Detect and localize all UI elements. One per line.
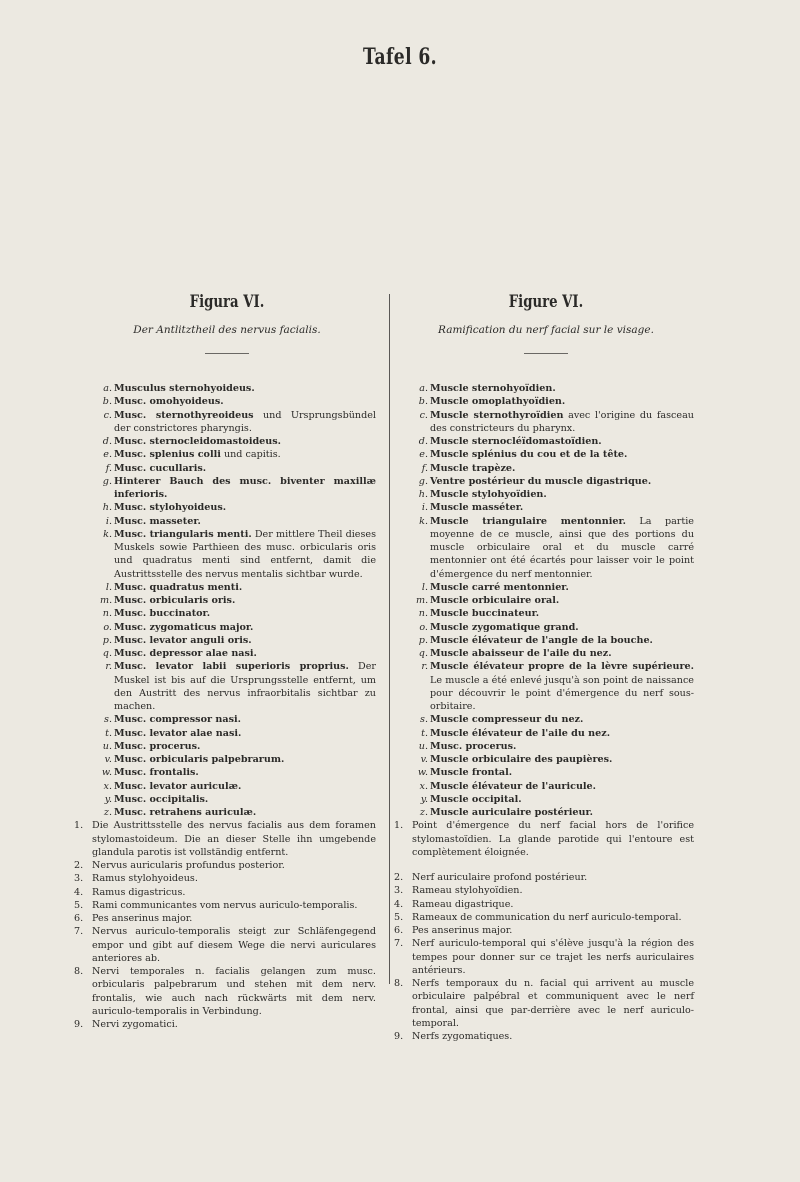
legend-description: und Ursprungsbündel der constrictores pharyngis.: [114, 409, 376, 434]
legend-letter: e.: [419, 449, 428, 461]
legend-number: 6.: [394, 925, 404, 936]
legend-letter-item: [100, 448, 376, 461]
legend-letter: r.: [421, 661, 428, 673]
legend-letter-item: [416, 501, 694, 514]
legend-term: Muscle trapèze.: [430, 462, 516, 474]
legend-letter-item: [100, 409, 376, 436]
legend-letter: q.: [418, 648, 428, 659]
legend-term: Muscle élévateur de l'auricule.: [430, 780, 597, 792]
legend-letter-item: [416, 634, 694, 647]
legend-number-text: Ramus digastricus.: [92, 886, 186, 898]
legend-letter-item: [416, 727, 694, 740]
legend-letter-item: [100, 806, 376, 819]
legend-number-text: Ramus stylohyoideus.: [92, 873, 198, 885]
legend-letter-item: [100, 607, 376, 620]
german-figure-heading: Figura VI.: [189, 292, 265, 312]
legend-number: 6.: [74, 913, 84, 924]
legend-term: Musc. masseter.: [114, 515, 201, 527]
legend-term: Muscle zygomatique grand.: [430, 621, 579, 633]
legend-number: 1.: [74, 820, 84, 832]
legend-letter-item: [416, 780, 694, 793]
legend-letter-item: [100, 462, 376, 475]
legend-letter: c.: [419, 409, 428, 421]
legend-letter: z.: [103, 807, 112, 818]
legend-number-item: [74, 872, 376, 885]
legend-number-text: Nervi zygomatici.: [92, 1019, 178, 1030]
legend-term: Musc. orbicularis palpebrarum.: [114, 754, 285, 765]
legend-term: Muscle carré mentonnier.: [430, 581, 569, 593]
legend-letter: s.: [104, 714, 112, 726]
page-title: Tafel 6.: [362, 44, 438, 70]
legend-term: Musc. stylohyoideus.: [114, 502, 227, 514]
legend-number-item: [74, 859, 376, 872]
legend-letter-item: [416, 475, 694, 488]
legend-number-item: [394, 1030, 694, 1043]
legend-term: Musc. buccinator.: [114, 608, 211, 620]
legend-term: Musc. levator auriculæ.: [114, 780, 242, 792]
legend-number-item: [74, 1018, 376, 1031]
german-short-rule: [205, 353, 249, 354]
legend-letter: a.: [103, 383, 112, 394]
legend-number-item: [394, 911, 694, 924]
legend-letter: s.: [420, 714, 428, 726]
legend-number: 7.: [394, 938, 404, 950]
legend-letter-item: [100, 793, 376, 806]
legend-letter: d.: [418, 436, 428, 447]
legend-number: 2.: [394, 872, 404, 883]
legend-letter-item: [100, 581, 376, 594]
legend-number-text: Nerfs temporaux du n. facial qui arrivent au muscle orbiculaire palpébral et communiquent avec le nerf frontal, ainsi que par-derrière avec le nerf auriculo-temporal.: [412, 978, 694, 1029]
legend-term: Muscle masséter.: [430, 502, 524, 514]
legend-letter-item: [100, 766, 376, 779]
legend-letter: z.: [419, 807, 428, 818]
legend-description: Der Muskel ist bis auf die Ursprungsstelle entfernt, um den Austritt des nervus infraorbitalis sichtbar zu machen.: [114, 661, 376, 712]
legend-letter: f.: [421, 462, 428, 474]
legend-term: Muscle splénius du cou et de la tête.: [430, 449, 628, 461]
legend-term: Musc. frontalis.: [114, 767, 199, 779]
legend-number-item: [74, 912, 376, 925]
legend-letter-item: [416, 607, 694, 620]
french-column: [394, 290, 694, 1043]
legend-term: Muscle stylohyoïdien.: [430, 489, 547, 500]
legend-letter-item: [100, 647, 376, 660]
legend-number: 5.: [74, 899, 84, 911]
legend-number: 9.: [394, 1031, 404, 1042]
legend-term: Ventre postérieur du muscle digastrique.: [430, 475, 652, 487]
legend-letter-item: [416, 793, 694, 806]
legend-letter: b.: [418, 396, 428, 408]
legend-term: Muscle sternocléïdomastoïdien.: [430, 436, 602, 447]
legend-number-text: Nervus auricularis profundus posterior.: [92, 860, 285, 871]
legend-letter-item: [100, 753, 376, 766]
legend-letter-item: [100, 382, 376, 395]
legend-number-item: [74, 819, 376, 859]
column-divider: [389, 294, 390, 984]
legend-letter-item: [100, 475, 376, 502]
legend-term: Muscle orbiculaire oral.: [430, 595, 560, 606]
legend-letter: n.: [418, 608, 428, 620]
legend-letter: i.: [421, 502, 428, 514]
spacer: [398, 859, 694, 871]
legend-number-item: [74, 899, 376, 912]
legend-letter: a.: [419, 383, 428, 394]
french-figure-subtitle: Ramification du nerf facial sur le visage.: [438, 324, 654, 336]
french-figure-heading: Figure VI.: [508, 292, 584, 312]
legend-term: Musc. omohyoideus.: [114, 396, 224, 408]
legend-letter-item: [416, 395, 694, 408]
legend-term: Muscle abaisseur de l'aile du nez.: [430, 648, 612, 659]
legend-letter: h.: [418, 489, 428, 500]
legend-letter: x.: [419, 780, 428, 792]
legend-letter: p.: [418, 634, 428, 646]
legend-letter: m.: [100, 595, 113, 606]
legend-term: Musc. compressor nasi.: [114, 714, 241, 726]
legend-term: Muscle compresseur du nez.: [430, 714, 584, 726]
legend-number: 9.: [74, 1019, 84, 1030]
legend-letter-item: [100, 634, 376, 647]
legend-number-item: [394, 924, 694, 937]
legend-term: Musc. retrahens auriculæ.: [114, 807, 257, 818]
legend-term: Musc. levator alae nasi.: [114, 727, 242, 739]
legend-term: Muscle buccinateur.: [430, 608, 540, 620]
german-letter-legend: [100, 382, 376, 819]
legend-letter-item: [416, 660, 694, 713]
legend-letter-item: [100, 727, 376, 740]
legend-letter: t.: [105, 727, 112, 739]
legend-letter-item: [100, 435, 376, 448]
legend-number-item: [394, 898, 694, 911]
legend-number-text: Rameau stylohyoïdien.: [412, 885, 523, 897]
legend-number-text: Rameau digastrique.: [412, 898, 514, 910]
legend-term: Muscle auriculaire postérieur.: [430, 807, 593, 818]
legend-number: 5.: [394, 911, 404, 923]
legend-number-text: Rami communicantes vom nervus auriculo-temporalis.: [92, 899, 358, 911]
legend-term: Muscle sternothyroïdien: [430, 409, 564, 421]
legend-number-item: [394, 937, 694, 977]
legend-term: Muscle occipital.: [430, 793, 522, 805]
legend-letter: o.: [103, 621, 112, 633]
legend-letter: k.: [103, 528, 112, 540]
legend-number-text: Die Austrittsstelle des nervus facialis aus dem foramen stylomastoideum. Die an dieser Stelle ihn umgebende glandula parotis ist vollständig entfernt.: [92, 820, 376, 858]
legend-term: Musc. zygomaticus major.: [114, 621, 254, 633]
legend-term: Musc. sternothyreoideus: [114, 409, 254, 421]
legend-term: Muscle triangulaire mentonnier.: [430, 515, 626, 527]
legend-term: Musc. occipitalis.: [114, 793, 209, 805]
legend-term: Musc. levator labii superioris proprius.: [114, 661, 349, 673]
legend-number-text: Nervus auriculo-temporalis steigt zur Schläfengegend empor und gibt auf diesem Wege die nervi auriculares anteriores ab.: [92, 926, 376, 964]
legend-term: Muscle omoplathyoïdien.: [430, 396, 566, 408]
legend-letter: g.: [102, 475, 112, 487]
legend-number: 1.: [394, 820, 404, 832]
legend-letter-item: [416, 713, 694, 726]
legend-letter: h.: [102, 502, 112, 514]
legend-number-item: [74, 965, 376, 1018]
legend-letter-item: [100, 515, 376, 528]
legend-term: Muscle élévateur de l'aile du nez.: [430, 727, 611, 739]
legend-number: 3.: [394, 885, 404, 897]
legend-number-text: Nerf auriculo-temporal qui s'élève jusqu'à la région des tempes pour donner sur ce trajet les nerfs auriculaires antérieurs.: [412, 938, 694, 976]
legend-number-text: Pes anserinus major.: [92, 913, 193, 924]
german-figure-subtitle: Der Antlitztheil des nervus facialis.: [133, 324, 321, 336]
legend-letter: v.: [104, 754, 112, 765]
legend-letter-item: [416, 409, 694, 436]
legend-term: Musc. procerus.: [430, 740, 517, 752]
legend-number-item: [394, 871, 694, 884]
legend-letter-item: [416, 806, 694, 819]
legend-term: Musculus sternohyoideus.: [114, 383, 255, 394]
legend-letter: r.: [105, 661, 112, 673]
legend-number-item: [394, 819, 694, 859]
legend-number: 2.: [74, 860, 84, 871]
legend-letter-item: [416, 740, 694, 753]
legend-letter: q.: [102, 648, 112, 659]
legend-letter: x.: [103, 780, 112, 792]
legend-description: avec l'origine du fasceau des constricteurs du pharynx.: [430, 409, 694, 434]
legend-letter-item: [416, 382, 694, 395]
legend-letter: u.: [418, 740, 428, 752]
legend-letter-item: [100, 501, 376, 514]
legend-term: Muscle élévateur de l'angle de la bouche.: [430, 634, 653, 646]
legend-term: Muscle frontal.: [430, 767, 513, 779]
legend-description: La partie moyenne de ce muscle, ainsi que des portions du muscle orbiculaire oral et du muscle carré mentonnier ont été écartés pour laisser voir le point d'émergence du nerf mentonnier.: [430, 515, 694, 580]
legend-letter: b.: [102, 396, 112, 408]
legend-letter: k.: [419, 515, 428, 527]
legend-term: Musc. splenius colli: [114, 449, 221, 461]
legend-number-text: Rameaux de communication du nerf auriculo-temporal.: [412, 911, 682, 923]
legend-term: Musc. cucullaris.: [114, 462, 207, 474]
french-letter-legend: [416, 382, 694, 819]
legend-term: Musc. depressor alae nasi.: [114, 648, 257, 659]
legend-description: Le muscle a été enlevé jusqu'à son point de naissance pour découvrir le point d'émergence du nerf sous-orbitaire.: [430, 674, 694, 712]
legend-term: Hinterer Bauch des musc. biventer maxillæ inferioris.: [114, 475, 376, 500]
legend-letter-item: [100, 395, 376, 408]
legend-letter: y.: [420, 793, 428, 805]
legend-number: 7.: [74, 926, 84, 938]
legend-number: 8.: [394, 978, 404, 989]
legend-letter: i.: [105, 515, 112, 527]
legend-letter: y.: [104, 793, 112, 805]
legend-description: und capitis.: [220, 449, 281, 461]
legend-letter-item: [416, 753, 694, 766]
legend-letter-item: [100, 713, 376, 726]
legend-number: 4.: [74, 886, 84, 898]
legend-letter-item: [416, 435, 694, 448]
legend-letter: u.: [102, 740, 112, 752]
legend-term: Musc. triangularis menti.: [114, 528, 252, 540]
legend-letter: f.: [105, 462, 112, 474]
legend-letter-item: [416, 488, 694, 501]
legend-number-item: [74, 886, 376, 899]
legend-number-text: Nerf auriculaire profond postérieur.: [412, 872, 588, 883]
legend-number: 4.: [394, 898, 404, 910]
legend-term: Muscle sternohyoïdien.: [430, 383, 556, 394]
legend-letter-item: [416, 462, 694, 475]
legend-letter: m.: [416, 595, 429, 606]
legend-term: Musc. orbicularis oris.: [114, 595, 236, 606]
legend-letter-item: [416, 515, 694, 581]
legend-letter: p.: [102, 634, 112, 646]
legend-number-text: Nerfs zygomatiques.: [412, 1031, 513, 1042]
legend-number: 3.: [74, 873, 84, 885]
french-number-legend: [394, 819, 694, 1043]
german-column: [74, 290, 376, 1031]
legend-letter: t.: [421, 727, 428, 739]
legend-term: Musc. procerus.: [114, 740, 201, 752]
legend-term: Musc. quadratus menti.: [114, 581, 243, 593]
legend-number: 8.: [74, 966, 84, 977]
legend-letter-item: [100, 740, 376, 753]
legend-number-text: Pes anserinus major.: [412, 925, 513, 936]
german-number-legend: [74, 819, 376, 1031]
legend-number-item: [394, 884, 694, 897]
legend-letter-item: [100, 594, 376, 607]
legend-letter: e.: [103, 449, 112, 461]
legend-letter-item: [416, 766, 694, 779]
legend-letter-item: [100, 528, 376, 581]
legend-description: Der mittlere Theil dieses Muskels sowie Parthieen des musc. orbicularis oris und quadratus menti sind entfernt, damit die Austrittsstelle des nervus mentalis sichtbar wurde.: [114, 528, 376, 580]
legend-letter-item: [100, 621, 376, 634]
legend-letter-item: [416, 647, 694, 660]
legend-number-item: [74, 925, 376, 965]
legend-number-text: Point d'émergence du nerf facial hors de l'orifice stylomastoïdien. La glande parotide qui l'entoure est complètement éloignée.: [412, 820, 694, 858]
legend-letter-item: [416, 594, 694, 607]
legend-term: Muscle orbiculaire des paupières.: [430, 754, 613, 765]
legend-letter: w.: [101, 767, 112, 779]
legend-letter: o.: [419, 621, 428, 633]
legend-term: Musc. levator anguli oris.: [114, 634, 252, 646]
legend-letter: l.: [105, 581, 112, 593]
legend-number-text: Nervi temporales n. facialis gelangen zum musc. orbicularis palpebrarum und stehen mit dem nerv. frontalis, wie auch nach rückwärts mit dem nerv. auriculo-temporalis in Verbindung.: [92, 966, 376, 1017]
legend-letter: w.: [417, 767, 428, 779]
legend-term: Musc. sternocleidomastoideus.: [114, 436, 281, 447]
legend-letter: n.: [102, 608, 112, 620]
legend-letter: c.: [103, 409, 112, 421]
legend-letter: v.: [420, 754, 428, 765]
legend-term: Muscle élévateur propre de la lèvre supérieure.: [430, 661, 694, 673]
legend-letter: l.: [421, 581, 428, 593]
legend-letter-item: [100, 660, 376, 713]
legend-letter-item: [416, 448, 694, 461]
legend-letter-item: [416, 581, 694, 594]
legend-number-item: [394, 977, 694, 1030]
legend-letter: d.: [102, 436, 112, 447]
legend-letter-item: [100, 780, 376, 793]
legend-letter: g.: [418, 475, 428, 487]
legend-letter-item: [416, 621, 694, 634]
french-short-rule: [524, 353, 568, 354]
